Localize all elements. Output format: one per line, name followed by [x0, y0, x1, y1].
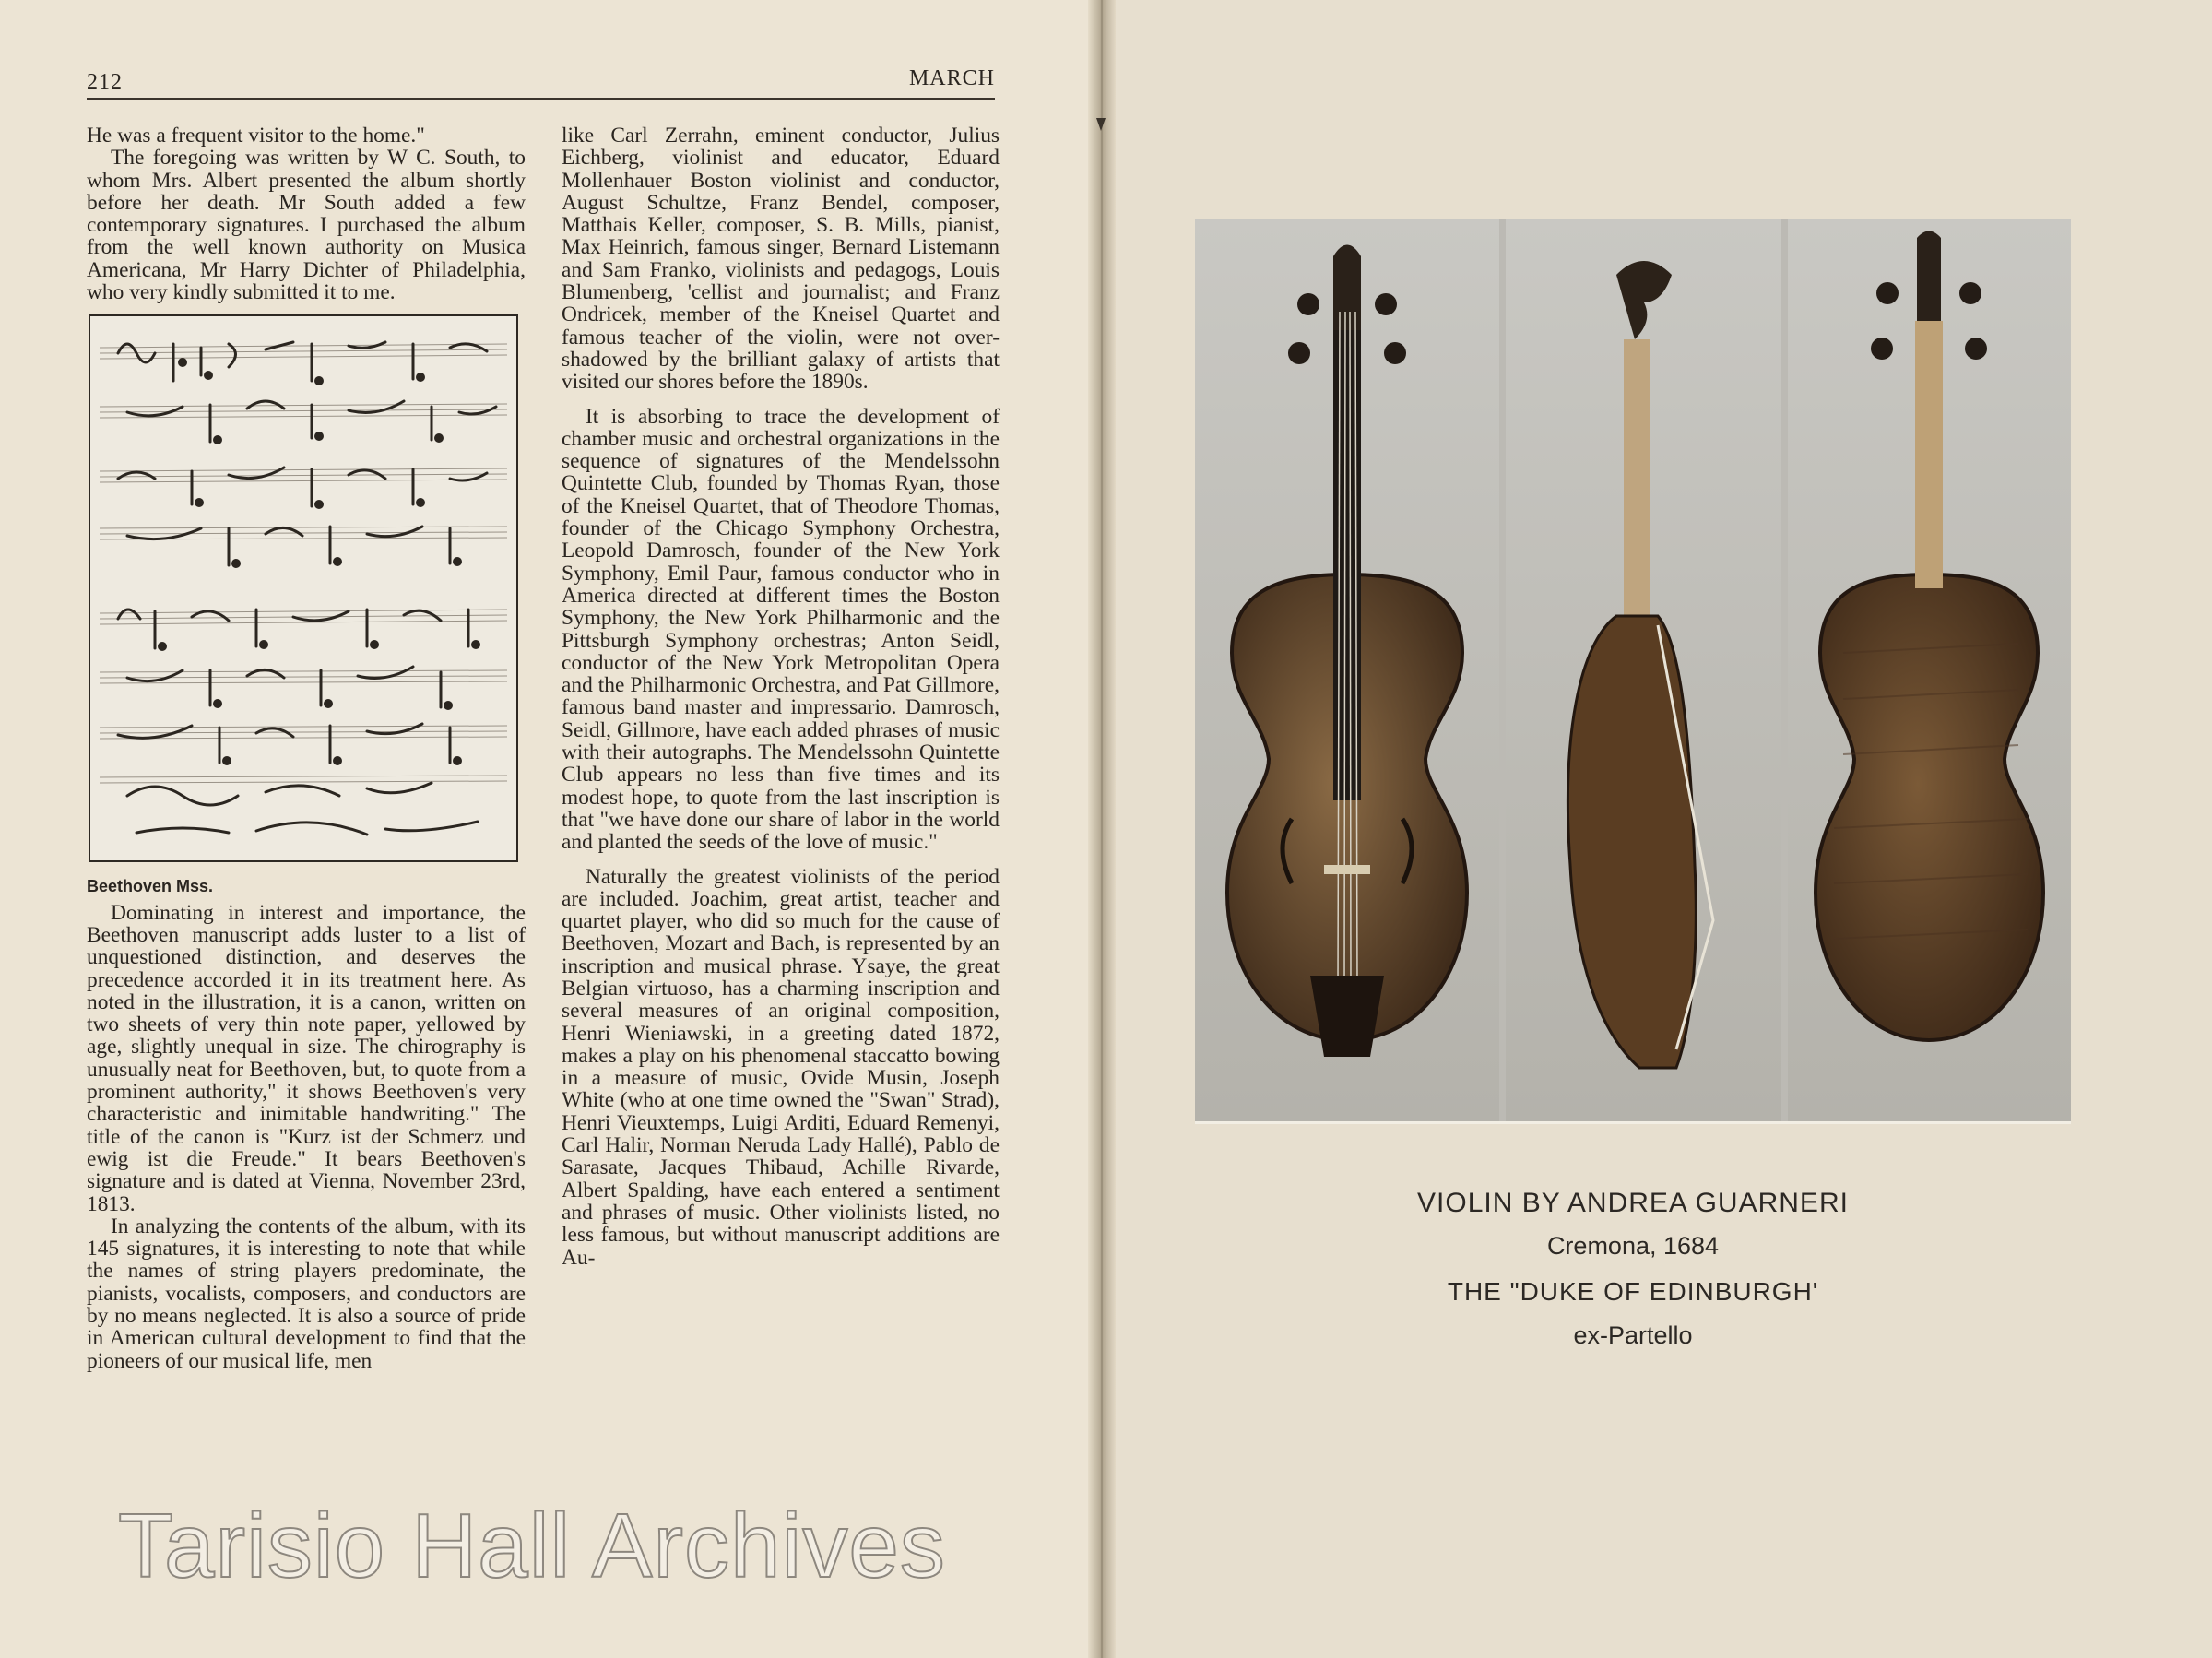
violin-back-view: [1788, 219, 2071, 1121]
book-gutter: [1088, 0, 1116, 1658]
violin-provenance: ex-Partello: [1573, 1321, 1693, 1349]
figure-caption: Beethoven Mss.: [87, 877, 214, 896]
violin-front-view: [1195, 219, 1499, 1121]
violin-title: VIOLIN BY ANDREA GUARNERI: [1417, 1188, 1849, 1218]
violin-side-view: [1506, 219, 1781, 1121]
paragraph: In analyzing the contents of the album, with its 145 signatures, it is interesting to note that while the names of string players predominate, the pianists, vocalists, composers, and conductors are by no means neglected. It is also a source of pride in American cultural development to find that the pioneers of our musical life, men: [87, 1214, 526, 1373]
violin-name: THE "DUKE OF EDINBURGH': [1447, 1277, 1819, 1306]
page-number: 212: [87, 70, 123, 94]
beethoven-manuscript-image: [89, 314, 518, 862]
paragraph: Naturally the greatest violinists of the period are included. Joachim, great artist, teacher and quartet player, who did so much for the cause of Beethoven, Mozart and Bach, is represented by an inscription and musical phrase. Ysaye, the great Belgian virtuoso, has a charming inscription and several measures of an original composition, Henri Wieniawski, in a greeting dated 1872, makes a play on his phenomenal staccatto bowing in a measure of music, Ovide Musin, Joseph White (who at one time owned the "Swan" Strad), Henri Vieuxtemps, Luigi Arditi, Eduard Remenyi, Carl Halir, Norman Neruda Lady Hallé), Pablo de Sarasate, Jacques Thibaud, Achille Rivarde, Albert Spalding, have each entered a sentiment and phrases of music. Other violinists listed, no less famous, but without manuscript additions are Au-: [562, 864, 1000, 1270]
running-head: [87, 66, 995, 100]
archive-watermark: Tarisio Hall Archives: [118, 1495, 946, 1596]
paragraph: like Carl Zerrahn, eminent conductor, Julius Eichberg, violinist and educator, Eduard Mollenhauer Boston violinist and conductor, August Schultze, Franz Bendel, composer, Matthais Keller, composer, S. B. Mills, pianist, Max Heinrich, famous singer, Bernard Listemann and Sam Franko, violinists and pedagogs, Louis Blumenberg, 'cellist and journalist; and Franz Ondricek, member of the Kneisel Quartet and famous teacher of the violin, were not over-shadowed by the brilliant galaxy of artists that visited our shores before the 1890s.: [562, 124, 1000, 395]
right-text-column: [562, 124, 1000, 1269]
spine-mark: [1096, 118, 1106, 131]
paragraph: Dominating in interest and importance, the Beethoven manuscript adds luster to a list of unquestioned distinction, and deserves the precedence accorded it in its treatment here. As noted in the illustration, it is a canon, written on two sheets of very thin note paper, yellowed by age, slightly unequal in size. The chirography is unusually neat for Beethoven, but, to quote from a prominent authority," it shows Beethoven's very characteristic and inimitable handwriting." The title of the canon is "Kurz ist der Schmerz und ewig ist die Freude." It bears Beethoven's signature and is dated at Vienna, November 23rd, 1813.: [87, 900, 526, 1216]
running-head-month: MARCH: [908, 66, 995, 90]
paragraph: It is absorbing to trace the development of chamber music and orchestral organizations in the sequence of signatures of the Mendelssohn Quintette Club, founded by Thomas Ryan, those of the Kneisel Quartet, that of Theodore Thomas, founder of the Chicago Symphony Orchestra, Leopold Damrosch, founder of the New York Symphony, Emil Paur, famous conductor who in America directed at different times the Boston Symphony, the New York Philharmonic and the Pittsburgh Symphony orchestras; Anton Seidl, conductor of the New York Metropolitan Opera and the Philharmonic Orchestra, and Pat Gillmore, famous band master and impressario. Damrosch, Seidl, Gillmore, have each added phrases of music with their autographs. The Mendelssohn Quintette Club appears no less than five times and its modest hope, to quote from the last inscription is that "we have done our share of labor in the world and planted the seeds of the love of music.": [562, 404, 1000, 855]
paragraph: The foregoing was written by W C. South, to whom Mrs. Albert presented the album shortly before her death. Mr South added a few contemporary signatures. I purchased the album from the well known authority on Musica Americana, Mr Harry Dichter of Philadelphia, who very kindly submitted it to me.: [87, 146, 526, 305]
paragraph: He was a frequent visitor to the home.": [87, 124, 425, 148]
violin-origin: Cremona, 1684: [1546, 1232, 1720, 1260]
left-text-column: [87, 124, 526, 1372]
violin-photo-plate: [1195, 219, 2071, 1124]
manuscript-scribble: [90, 316, 516, 860]
